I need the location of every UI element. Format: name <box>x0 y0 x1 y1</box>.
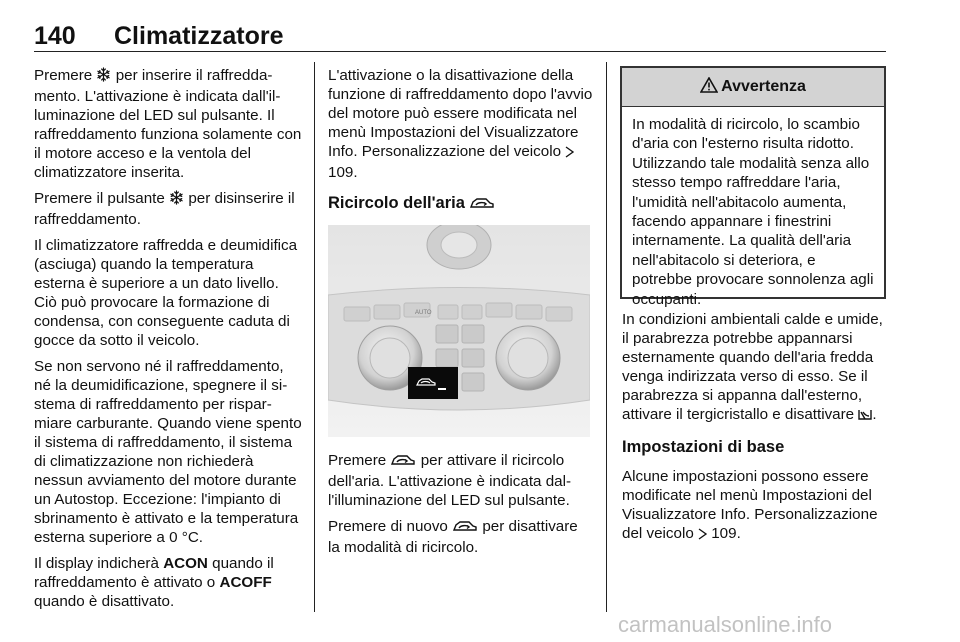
paragraph-cooling-on <box>34 66 302 182</box>
paragraph-recirculation-off <box>328 517 593 557</box>
page-header <box>34 22 886 52</box>
paragraph-windscreen <box>622 310 888 426</box>
paragraph-text: In condizioni ambientali calde e umide, il parabrezza potrebbe appannarsi esternamente quando dell'aria fredda venga indirizzata verso di esso. Se il parabrezza si appanna dall'esterno, attivare il tergicristallo e disattivare <box>622 311 883 423</box>
paragraph-text: Alcune impostazioni possono essere modificate nel menù Impostazioni del Visualizzatore Info. Personalizzazione del veicolo <box>622 468 878 542</box>
header-rule <box>34 51 886 52</box>
paragraph-text: quando è disattivato. <box>34 593 175 610</box>
text-column-3 <box>622 310 888 552</box>
paragraph-text: per disattivare la modalità di ricircolo. <box>328 518 578 556</box>
paragraph-text: per inserire il raffreddamento. L'attivazione è indicata dall'illuminazione del LED sul pulsante. Il raffreddamento funziona solamente con il motore acceso e la ventola del climatizzatore inserita. <box>34 67 302 181</box>
warning-text: In modalità di ricircolo, lo scambio d'aria con l'esterno risulta ridotto. Utilizzando tale modalità senza allo stesso tempo raffreddare l'aria, l'umidità nell'abitacolo aumenta, facendo appannare i finestrini internamente. La qualità dell'aria nell'abitacolo si deteriora, e potrebbe provocare sonnolenza agli occupanti. <box>632 116 874 308</box>
paragraph-text: per disinserire il raffreddamento. <box>34 190 295 228</box>
section-heading-recirculation <box>328 194 593 215</box>
car-recirculation-icon <box>390 453 416 472</box>
text-column-2 <box>328 66 593 564</box>
page-reference-arrow-icon <box>565 144 574 163</box>
acon-label: ACON <box>163 555 208 572</box>
acoff-label: ACOFF <box>219 574 272 591</box>
paragraph-settings-ref <box>328 66 593 182</box>
snowflake-icon <box>169 190 184 210</box>
car-recirculation-icon <box>469 196 495 215</box>
section-heading-basic-settings: Impostazioni di base <box>622 438 785 456</box>
car-recirculation-icon <box>452 519 478 538</box>
page-reference[interactable]: 109. <box>711 525 741 542</box>
warning-header <box>622 68 884 107</box>
column-divider-left <box>314 62 315 612</box>
paragraph-dehumidify: Il climatizzatore raffredda e deumidifica (asciuga) quando la temperatura esterna è superiore a un dato livello. Ciò può provocare la formazione di condensa, con conseguente caduta di gocce da sotto il veicolo. <box>34 237 298 349</box>
rear-wiper-icon <box>858 407 872 426</box>
paragraph-text: quando il raffreddamento è attivato o <box>34 555 274 591</box>
paragraph-recirculation-on <box>328 451 593 510</box>
paragraph-fuel-saving: Se non servono né il raffreddamento, né la deumidificazione, spegnere il sistema di raffreddamento per risparmiare carburante. Quando viene spento il sistema di raffreddamento, il sistema di climatizzazione non richiederà nessun avviamento del motore durante un Autostop. Eccezione: l'impianto di sbrinamento è attivato e la temperatura esterna superiore a 0 °C. <box>34 358 302 546</box>
climate-control-panel-image <box>328 225 590 437</box>
paragraph-text: per attivare il ricircolo dell'aria. L'attivazione è indicata dall'illuminazione del LED sul pulsante. <box>328 452 572 509</box>
paragraph-cooling-off <box>34 189 302 229</box>
chapter-title: Climatizzatore <box>114 22 284 50</box>
column-divider-right <box>606 62 607 612</box>
paragraph-text: Premere il pulsante <box>34 190 165 207</box>
paragraph-text: . <box>872 406 877 423</box>
snowflake-icon <box>96 67 111 87</box>
page-reference[interactable]: 109. <box>328 164 358 181</box>
paragraph-basic-settings <box>622 467 888 545</box>
heading-text: Ricircolo dell'aria <box>328 194 465 212</box>
paragraph-text: Premere <box>34 67 93 84</box>
paragraph-text: L'attivazione o la disattivazione della funzione di raffreddamento dopo l'avvio del motore può essere modificata nel menù Impostazioni del Visualizzatore Info. Personalizzazione del veicolo <box>328 67 593 160</box>
paragraph-text: Premere <box>328 452 387 469</box>
auto-button-label: AUTO <box>415 310 432 316</box>
watermark: carmanualsonline.info <box>618 612 833 637</box>
paragraph-text: Premere di nuovo <box>328 518 448 535</box>
warning-box <box>620 66 886 308</box>
warning-title: Avvertenza <box>721 78 806 95</box>
paragraph-text: Il display indicherà <box>34 555 159 572</box>
paragraph-display-status <box>34 554 302 611</box>
page-number: 140 <box>34 22 76 50</box>
text-column-1 <box>34 66 302 618</box>
warning-triangle-icon <box>700 77 718 98</box>
page-reference-arrow-icon <box>698 526 707 545</box>
